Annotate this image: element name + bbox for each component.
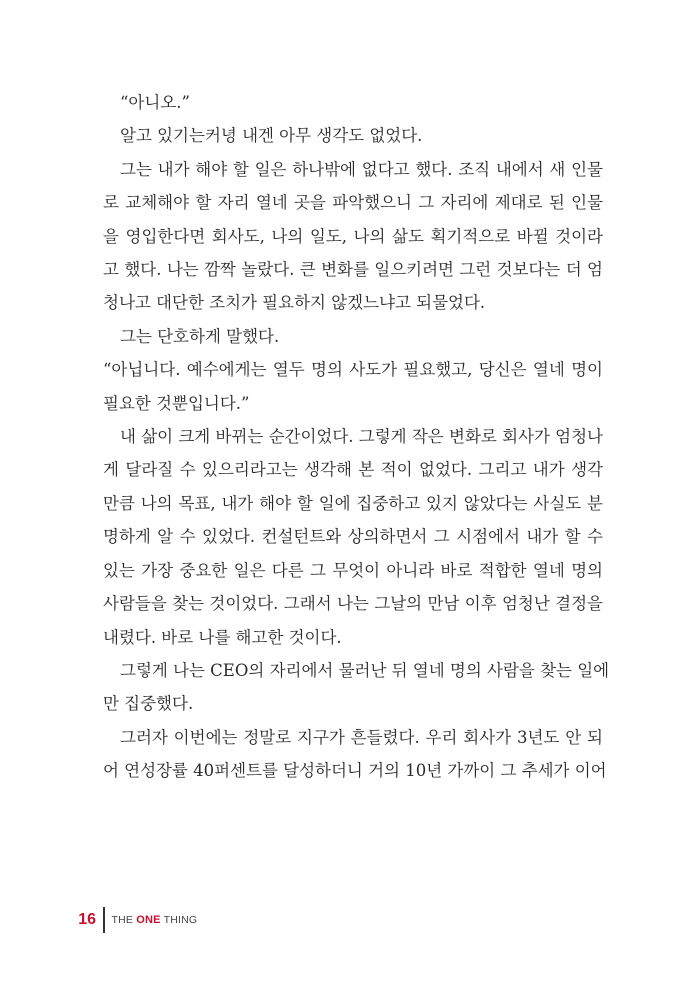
page-body <box>103 86 610 788</box>
text-line: “아닙니다. 예수에게는 열두 명의 사도가 필요했고, 당신은 열네 명이 <box>103 360 603 380</box>
paragraph <box>103 654 610 721</box>
text-line: 그렇게 나는 CEO의 자리에서 물러난 뒤 열네 명의 사람을 찾는 일에 <box>120 660 610 680</box>
footer-divider <box>103 907 105 933</box>
book-title-thing: THING <box>163 914 198 926</box>
text-line: 알고 있기는커녕 내겐 아무 생각도 없었다. <box>120 126 423 146</box>
text-line: 청나고 대단한 조치가 필요하지 않겠느냐고 되물었다. <box>103 293 486 313</box>
text-line: 게 달라질 수 있으리라고는 생각해 본 적이 없었다. 그리고 내가 생각 <box>103 460 603 480</box>
paragraph <box>103 320 603 353</box>
text-line: 내 삶이 크게 바뀌는 순간이었다. 그렇게 작은 변화로 회사가 엄청나 <box>120 427 603 447</box>
text-line: 그는 단호하게 말했다. <box>120 326 280 346</box>
text-line: 을 영입한다면 회사도, 나의 일도, 나의 삶도 획기적으로 바뀔 것이라 <box>103 226 603 246</box>
text-line: 내렸다. 바로 나를 해고한 것이다. <box>103 627 342 647</box>
page-number: 16 <box>78 911 96 928</box>
paragraph <box>103 86 603 119</box>
text-line: “아니오.” <box>120 93 190 112</box>
text-line: 고 했다. 나는 깜짝 놀랐다. 큰 변화를 일으키려면 그런 것보다는 더 엄 <box>103 260 603 280</box>
book-title-one: ONE <box>136 914 161 926</box>
text-line: 사람들을 찾는 것이었다. 그래서 나는 그날의 만남 이후 엄청난 결정을 <box>103 594 603 614</box>
paragraph <box>103 353 603 420</box>
book-title-the: THE <box>111 914 134 926</box>
paragraph <box>103 420 603 654</box>
text-line: 어 연성장률 40퍼센트를 달성하더니 거의 10년 가까이 그 추세가 이어 <box>103 761 607 781</box>
paragraph <box>103 153 603 320</box>
book-title <box>112 914 198 926</box>
text-line: 필요한 것뿐입니다.” <box>103 393 250 413</box>
paragraph <box>103 721 607 788</box>
text-line: 그는 내가 해야 할 일은 하나밖에 없다고 했다. 조직 내에서 새 인물 <box>120 159 603 179</box>
text-line: 있는 가장 중요한 일은 다른 그 무엇이 아니라 바로 적합한 열네 명의 <box>103 560 603 580</box>
text-line: 그러자 이번에는 정말로 지구가 흔들렸다. 우리 회사가 3년도 안 되 <box>120 727 603 747</box>
text-line: 로 교체해야 할 자리 열네 곳을 파악했으니 그 자리에 제대로 된 인물 <box>103 193 603 213</box>
paragraph <box>103 119 603 152</box>
text-line: 만큼 나의 목표, 내가 해야 할 일에 집중하고 있지 않았다는 사실도 분 <box>103 493 603 513</box>
page-footer <box>76 906 197 934</box>
text-line: 만 집중했다. <box>103 694 194 714</box>
text-line: 명하게 알 수 있었다. 컨설턴트와 상의하면서 그 시점에서 내가 할 수 <box>103 527 603 547</box>
